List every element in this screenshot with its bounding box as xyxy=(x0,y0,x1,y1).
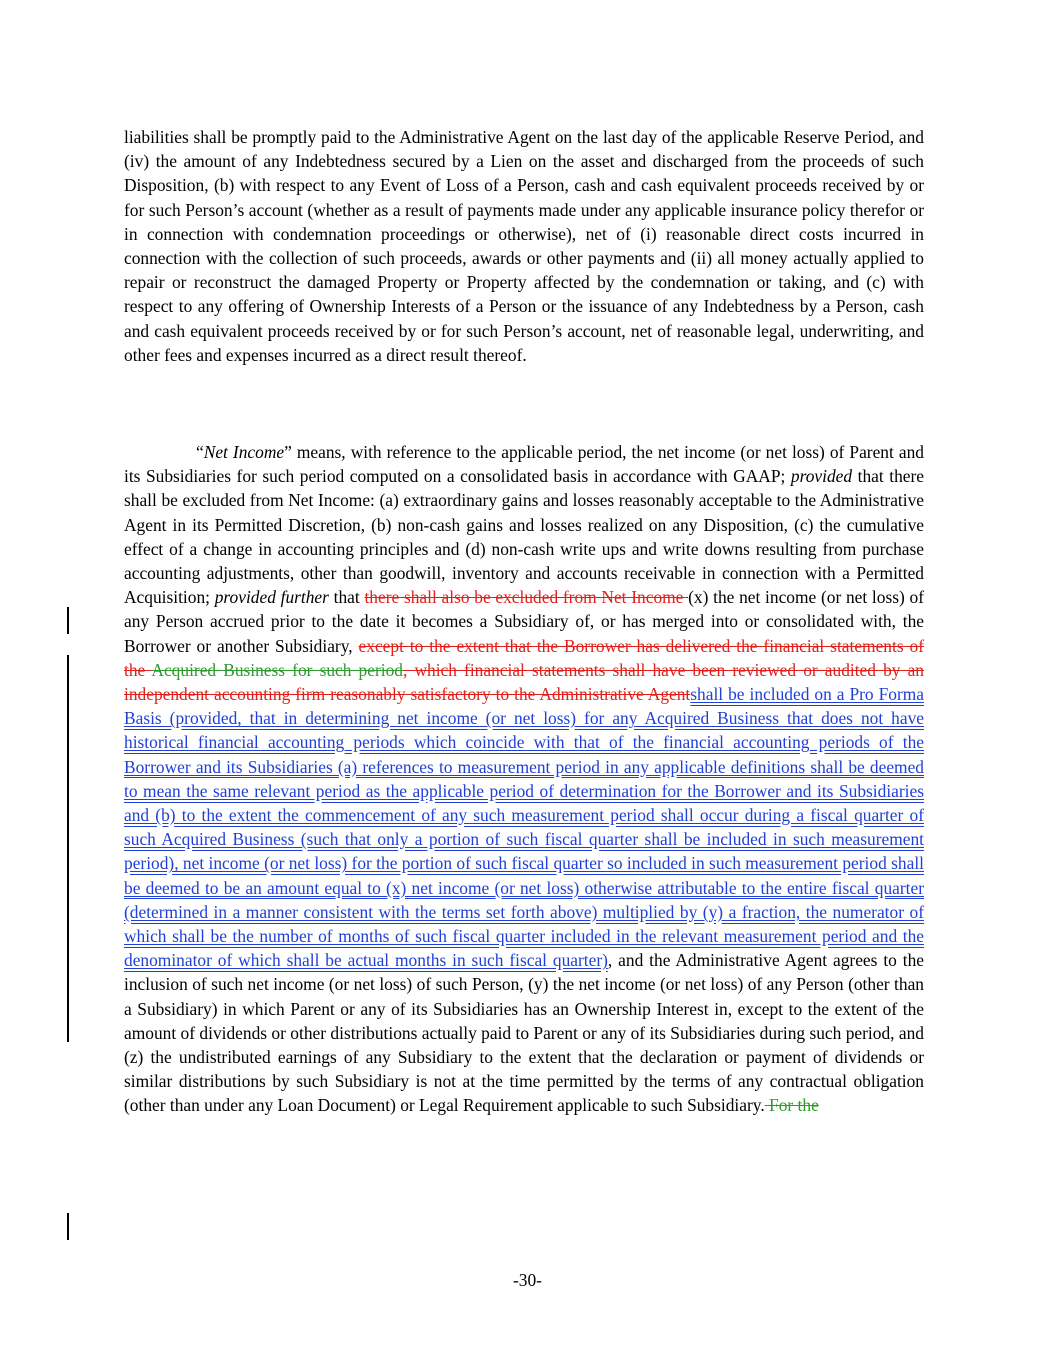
text-segment: that xyxy=(328,587,365,608)
defined-term: Net Income xyxy=(203,442,285,462)
text-segment: (x) the net income (or net loss) of any Person accrued prior to the date it becomes a Subsidiary of, or has merged into or consolidated with, the Borrower or another Subsidiary, xyxy=(124,587,924,656)
moved-deleted-text: Acquired Business for such period xyxy=(151,659,403,680)
paragraph-net-income-definition xyxy=(124,440,924,1118)
inserted-text: shall be included on a Pro Forma Basis (provided, that in determining net income (or net loss) for any Acquired Business that does not have historical financial accounting periods which coincide with that of the financial accounting periods of the Borrower and its Subsidiaries (a) references to measurement period in any applicable definitions shall be deemed to mean the same relevant period as the applicable period of determination for the Borrower and its Subsidiaries and (b) to the extent the commencement of any such measurement period shall occur during a fiscal quarter of such Acquired Business (such that only a portion of such fiscal quarter shall be included in such measurement period), net income (or net loss) for the portion of such fiscal quarter so included in such measurement period shall be deemed to be an amount equal to (x) net income (or net loss) otherwise attributable to the entire fiscal quarter (determined in a manner consistent with the terms set forth above) multiplied by (y) a fraction, the numerator of which shall be the number of months of such fiscal quarter included in the relevant measurement period and the denominator of which shall be actual months in such fiscal quarter) xyxy=(124,684,924,971)
provided-term: provided xyxy=(790,466,853,487)
change-bar xyxy=(67,1213,69,1240)
moved-deleted-text: For the xyxy=(764,1095,819,1116)
text-segment: , and the Administrative Agent agrees to the inclusion of such net income (or net loss) of such Person, (y) the net income (or net loss) of any Person (other than a Subsidiary) in which Parent or any of its Subsidiaries has an Ownership Interest in, except to the extent of the amount of dividends or other distributions actually paid to Parent or any of its Subsidiaries during such period, and (z) the undistributed earnings of any Subsidiary to the extent that the declaration or payment of dividends or similar distributions by such Subsidiary is not at the time permitted by the terms of any contractual obligation (other than under any Loan Document) or Legal Requirement applicable to such Subsidiary. xyxy=(124,950,924,1116)
open-quote: “ xyxy=(196,442,204,462)
change-bar xyxy=(67,655,69,1042)
text-segment: that there shall be excluded from Net Income: (a) extraordinary gains and losses reasonably acceptable to the Administrative Agent in its Permitted Discretion, (b) non-cash gains and losses realized on any Disposition, (c) the cumulative effect of a change in accounting principles and (d) non-cash write ups and write downs resulting from purchase accounting adjustments, other than goodwill, inventory and accounts receivable in connection with a Permitted Acquisition; xyxy=(124,466,925,608)
deleted-text: there shall also be excluded from Net Income xyxy=(364,587,689,608)
text-segment: ” means, with reference to the applicable period, the net income (or net loss) of Parent and its Subsidiaries for such period computed on a consolidated basis in accordance with GAAP; xyxy=(124,442,924,487)
provided-further-term: provided further xyxy=(214,587,329,608)
paragraph-proceeds-continued: liabilities shall be promptly paid to the Administrative Agent on the last day of the applicable Reserve Period, and (iv) the amount of any Indebtedness secured by a Lien on the asset and discharged from the proceeds of such Disposition, (b) with respect to any Event of Loss of a Person, cash and cash equivalent proceeds received by or for such Person’s account (whether as a result of payments made under any applicable insurance policy therefor or in connection with condemnation proceedings or otherwise), net of (i) reasonable direct costs incurred in connection with the collection of such proceeds, awards or other payments and (ii) all money actually applied to repair or reconstruct the damaged Property or Property affected by the condemnation or taking, and (c) with respect to any offering of Ownership Interests of a Person or the issuance of any Indebtedness by a Person, cash and cash equivalent proceeds received by or for such Person’s account, net of reasonable legal, underwriting, and other fees and expenses incurred as a direct result thereof. xyxy=(124,127,924,365)
deleted-text: , which financial statements shall have been reviewed or audited by an independent accounting firm reasonably satisfactory to the Administrative Agent xyxy=(124,659,924,705)
deleted-text: except to the extent that the Borrower has delivered the financial statements of the xyxy=(124,635,924,680)
change-bar xyxy=(67,607,69,634)
page-number: -30- xyxy=(513,1270,542,1290)
